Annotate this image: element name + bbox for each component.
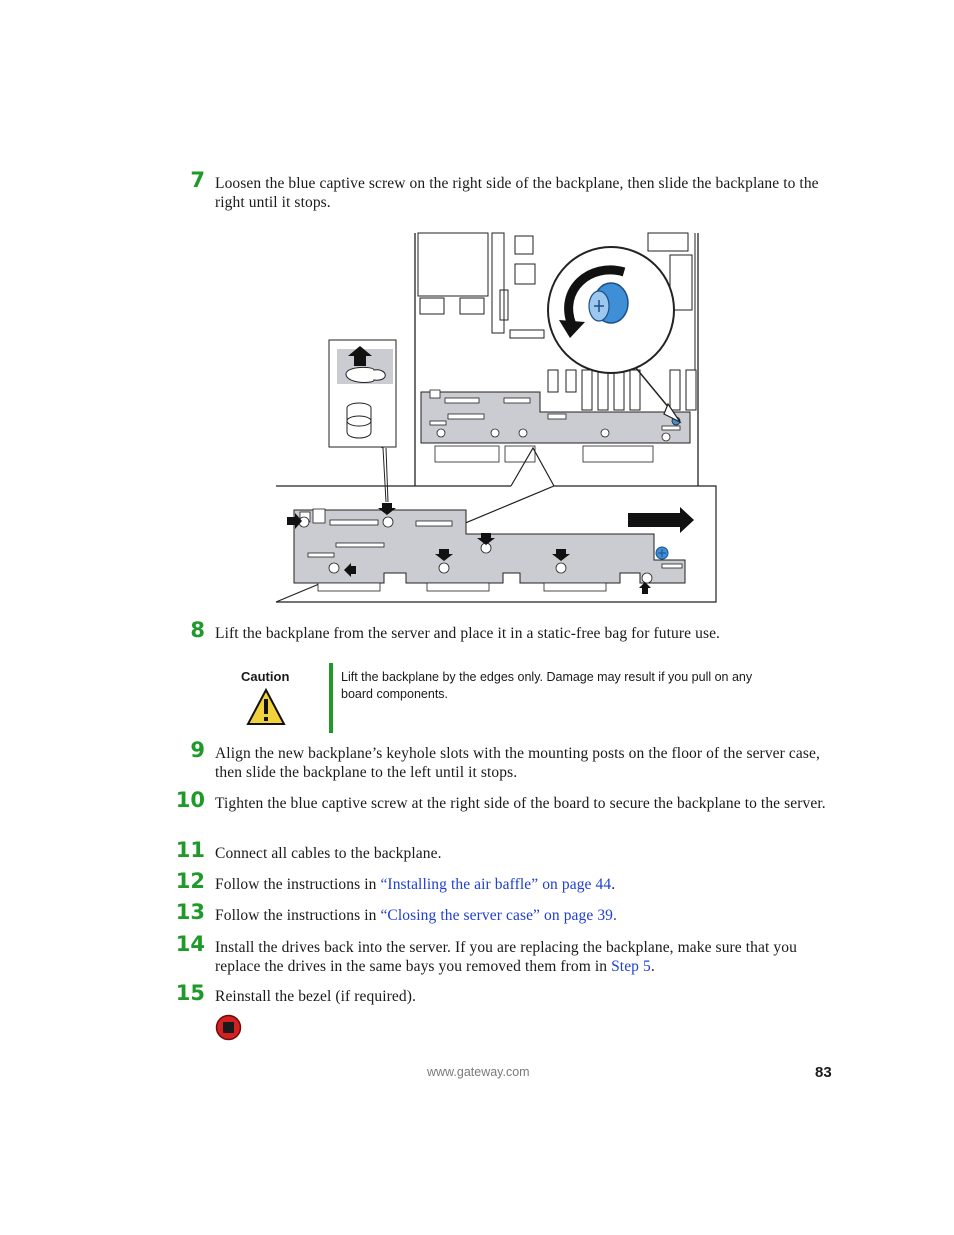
footer-url: www.gateway.com bbox=[427, 1065, 530, 1079]
step-number: 7 bbox=[190, 168, 205, 192]
step-number: 14 bbox=[175, 932, 205, 956]
caution-text: Lift the backplane by the edges only. Damage may result if you pull on any board components. bbox=[341, 670, 753, 701]
step-text: Connect all cables to the backplane. bbox=[215, 845, 442, 862]
link-closing-server-case[interactable]: “Closing the server case” on page 39. bbox=[380, 907, 618, 924]
step-text-prefix: Follow the instructions in bbox=[215, 907, 381, 924]
caution-divider bbox=[329, 663, 333, 733]
step-text-suffix: . bbox=[650, 958, 655, 975]
stop-icon bbox=[215, 1014, 242, 1041]
step-text: Loosen the blue captive screw on the right side of the backplane, then slide the backplane to the right until it stops. bbox=[215, 175, 819, 211]
step-number: 13 bbox=[175, 900, 205, 924]
step-text-suffix: . bbox=[611, 876, 616, 893]
step-text: Lift the backplane from the server and place it in a static-free bag for future use. bbox=[215, 625, 721, 642]
step-text bbox=[215, 938, 835, 976]
step-text: Reinstall the bezel (if required). bbox=[215, 988, 416, 1005]
step-text bbox=[215, 906, 835, 925]
step-number: 11 bbox=[175, 838, 205, 862]
page-number: 83 bbox=[815, 1064, 832, 1081]
backplane-removal-illustration bbox=[270, 230, 720, 606]
caution-triangle-icon bbox=[246, 688, 286, 726]
step-number: 15 bbox=[175, 981, 205, 1005]
step-text: Tighten the blue captive screw at the right side of the board to secure the backplane to the server. bbox=[215, 795, 826, 812]
step-text: Align the new backplane’s keyhole slots with the mounting posts on the floor of the server case, then slide the backplane to the left until it stops. bbox=[215, 745, 820, 781]
step-number: 8 bbox=[190, 618, 205, 642]
step-number: 10 bbox=[175, 788, 205, 812]
link-step-5[interactable]: Step 5 bbox=[611, 958, 651, 975]
caution-label: Caution bbox=[241, 669, 290, 684]
step-text-prefix: Follow the instructions in bbox=[215, 876, 381, 893]
step-text-prefix: Install the drives back into the server. If you are replacing the backplane, make sure that you replace the drives in the same bays you removed them from in bbox=[215, 939, 797, 975]
step-number: 12 bbox=[175, 869, 205, 893]
step-text bbox=[215, 875, 835, 894]
step-number: 9 bbox=[190, 738, 205, 762]
link-installing-air-baffle[interactable]: “Installing the air baffle” on page 44 bbox=[380, 876, 612, 893]
